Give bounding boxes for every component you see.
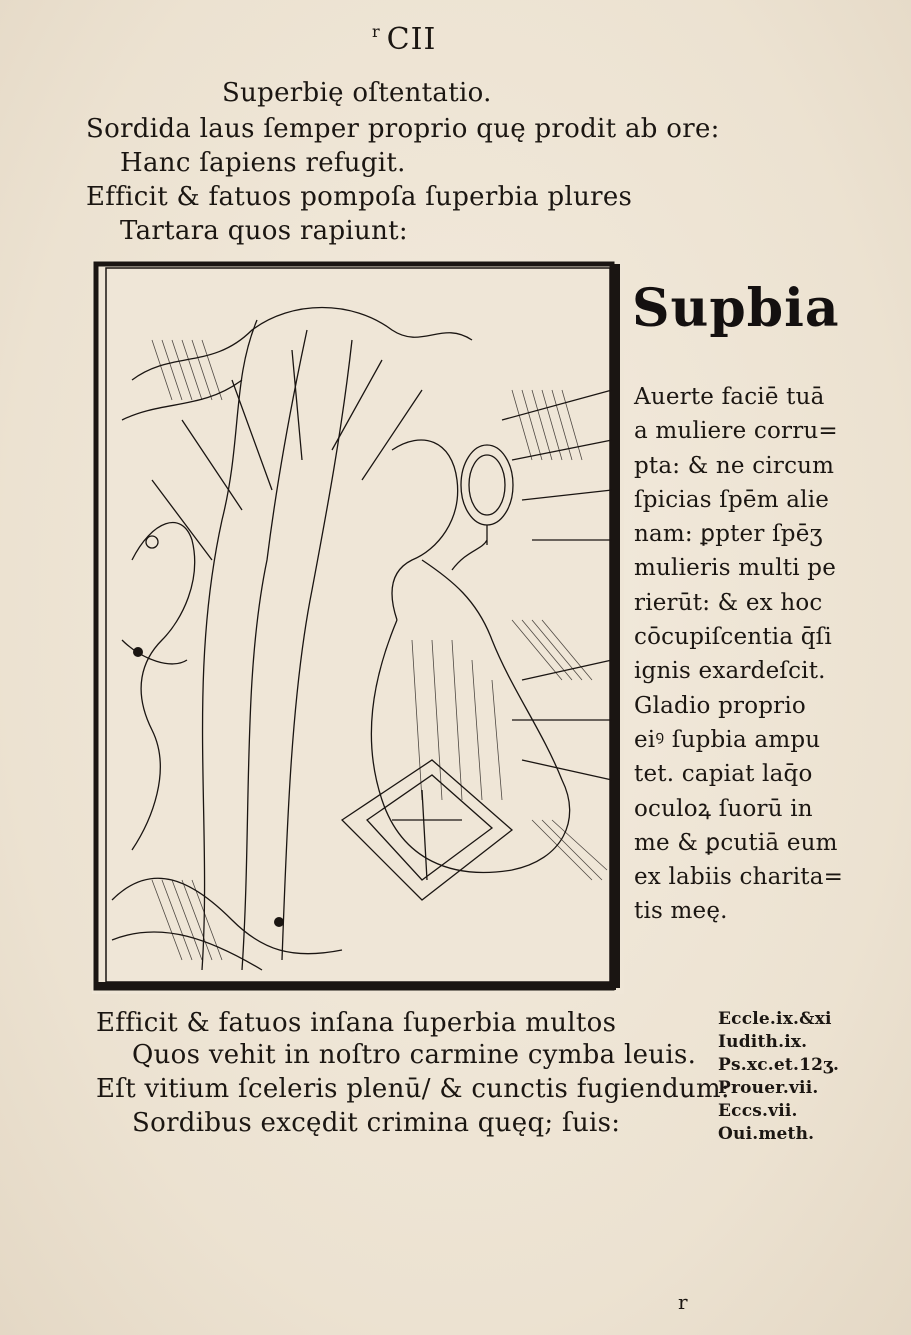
side-text-line: cōcupiſcentia q̄ſi [634, 624, 832, 651]
side-text-line: mulieris multi pe [634, 555, 837, 582]
reference-line: Oui.meth. [718, 1124, 815, 1144]
side-text-line: me & ꝑcutiā eum [634, 829, 838, 856]
side-text-line: tis meę. [634, 898, 728, 925]
verse-heading: Superbię oſtentatio. [222, 78, 492, 108]
side-text-line: rierūt: & ex hoc [634, 589, 823, 616]
reference-line: Eccs.vii. [718, 1101, 798, 1121]
side-column [634, 380, 904, 929]
side-text-line: Gladio proprio [634, 692, 806, 719]
marginal-references [718, 1008, 908, 1146]
reference-line: Eccle.ix.&xi [718, 1009, 832, 1029]
reference-line: Ps.xc.et.12ʒ. [718, 1055, 840, 1075]
side-text-line: nam: ꝑpter ſpēʒ [634, 521, 823, 548]
folio-number [372, 22, 436, 57]
side-text-line: eiꝰ ſupbia ampu [634, 726, 821, 753]
folio-mark: r [372, 22, 381, 41]
verse-line: Quos vehit in noſtro carmine cymba leuis. [132, 1040, 697, 1070]
woodcut-illustration [92, 260, 624, 994]
reference-line: Prouer.vii. [718, 1078, 819, 1098]
verse-line: Eſt vitium ſceleris plenū/ & cunctis fugiendum: [96, 1074, 730, 1104]
side-text-line: ſpicias ſpēm alie [634, 486, 830, 513]
verse-line: Hanc ſapiens refugit. [120, 148, 406, 178]
verse-line: Efficit & fatuos inſana ſuperbia multos [96, 1008, 617, 1038]
verse-line: Sordida laus ſemper proprio quę prodit ab ore: [86, 114, 720, 144]
verse-line: Tartara quos rapiunt: [120, 216, 408, 246]
side-text-line: oculoꝝ ſuorū in [634, 795, 813, 822]
verse-line: Sordibus excędit crimina quęq; ſuis: [132, 1108, 621, 1138]
side-text-line: a muliere corru= [634, 418, 838, 445]
side-text-line: ex labiis charita= [634, 864, 844, 891]
side-text-line: pta: & ne circum [634, 452, 835, 479]
side-text-line: Auerte faciē tuā [634, 384, 825, 410]
verse-line: Efficit & fatuos pompoſa ſuperbia plures [86, 182, 633, 212]
side-text-line: tet. capiat laq̄o [634, 761, 813, 788]
side-text-line: ignis exardeſcit. [634, 658, 826, 685]
section-title: Supbia [632, 278, 840, 339]
reference-line: Iudith.ix. [718, 1032, 808, 1052]
folio-numeral: CII [386, 22, 437, 57]
signature-mark: r [678, 1290, 688, 1314]
